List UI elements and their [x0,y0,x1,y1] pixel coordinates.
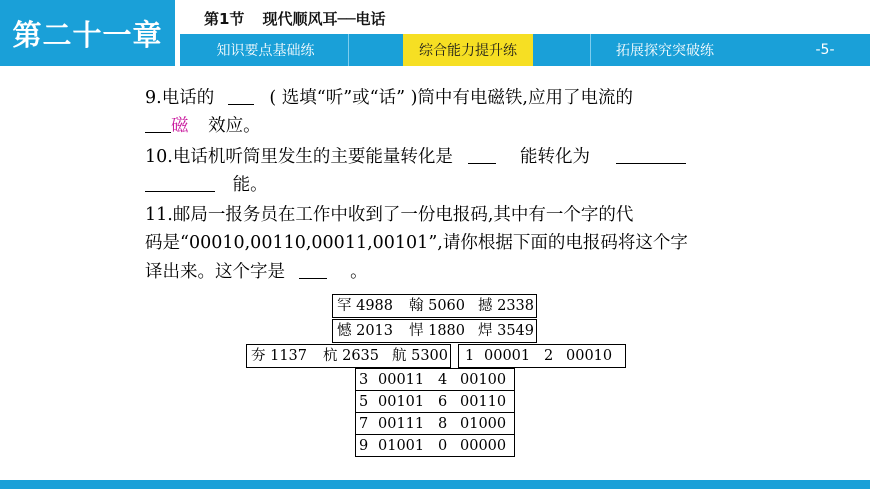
question-11-line-3 [145,260,368,284]
digit-code: 01001 [378,438,425,454]
nav-divider [348,34,349,66]
bottom-bar [0,480,870,489]
section-title [204,8,386,29]
digit-row-3 [355,390,515,413]
digit-code: 00100 [460,372,507,388]
q10-blank-2[interactable] [616,146,686,164]
question-10-line-2 [145,173,268,197]
code-entry: 航 5300 [392,348,449,364]
section-name: 现代顺风耳──电话 [262,10,386,28]
digit-row-2 [355,368,515,391]
digit-code: 00110 [460,394,507,410]
q11-blank[interactable] [299,261,327,279]
q10-blank-3[interactable] [145,174,215,192]
question-11-line-1: 11.邮局一报务员在工作中收到了一份电报码,其中有一个字的代 [145,205,634,225]
q11-text-a: 译出来。这个字是 [145,262,285,282]
q9-text-b: ( 选填“听”或“话” )筒中有电磁铁,应用了电流的 [269,88,633,108]
tab-basic-practice[interactable]: 知识要点基础练 [216,43,315,59]
q10-text-a: 10.电话机听筒里发生的主要能量转化是 [145,147,453,167]
q10-text-b: 能转化为 [520,147,590,167]
q9-blank-2[interactable] [145,115,171,133]
digit: 3 [359,372,369,388]
code-entry: 罕 4988 [337,298,394,314]
code-table-row-2 [332,319,537,343]
question-11-line-2: 码是“00010,00110,00011,00101”,请你根据下面的电报码将这个字 [145,233,688,253]
code-entry: 杭 2635 [323,348,380,364]
q11-text-b: 。 [350,262,368,282]
page-number: -5- [815,42,835,58]
code-table-row-1 [332,294,537,318]
digit: 4 [438,372,448,388]
code-entry: 悍 1880 [409,323,466,339]
digit-code: 00001 [484,348,531,364]
code-entry: 焊 3549 [478,323,535,339]
q10-blank-1[interactable] [468,146,496,164]
digit-code: 01000 [460,416,507,432]
code-entry: 撼 2338 [478,298,535,314]
digit-code: 00010 [566,348,613,364]
q9-blank-1[interactable] [228,87,254,105]
q9-text-c: 效应。 [208,116,261,136]
digit-code: 00101 [378,394,425,410]
tab-extension-practice[interactable]: 拓展探究突破练 [616,43,714,59]
digit-row-1 [458,344,626,368]
digit: 5 [359,394,369,410]
digit: 6 [438,394,448,410]
digit: 9 [359,438,369,454]
digit: 8 [438,416,448,432]
digit-code: 00000 [460,438,507,454]
question-10-line-1 [145,145,686,169]
digit: 0 [438,438,448,454]
code-entry: 夯 1137 [251,348,308,364]
code-entry: 憾 2013 [337,323,394,339]
q9-text-a: 9.电话的 [145,88,215,108]
chapter-title: 第二十一章 [0,0,175,66]
digit: 7 [359,416,369,432]
digit-code: 00111 [378,416,425,432]
question-9-line-2 [145,114,261,138]
q9-answer: 磁 [171,116,189,136]
q10-text-c: 能。 [232,175,268,195]
digit-row-5 [355,434,515,457]
code-entry: 翰 5060 [409,298,466,314]
digit: 1 [465,348,475,364]
digit-code: 00011 [378,372,425,388]
section-number: 第1节 [204,10,245,28]
digit-row-4 [355,412,515,435]
code-table-row-3 [246,344,451,368]
tab-comprehensive-practice[interactable]: 综合能力提升练 [403,34,533,66]
question-9-line-1 [145,86,633,110]
digit: 2 [544,348,554,364]
